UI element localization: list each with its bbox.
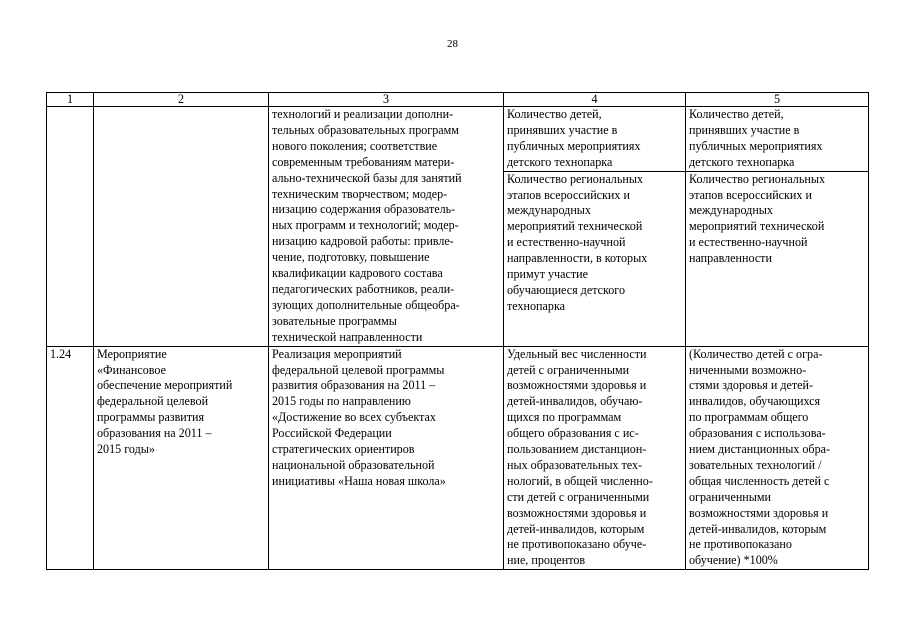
text-line: нологий, в общей численно- — [507, 473, 653, 488]
text-line: детей с ограниченными — [507, 362, 630, 377]
text-line: возможностями здоровья и — [507, 378, 647, 393]
text-line: примут участие — [507, 267, 588, 282]
text-line: Реализация мероприятий — [272, 346, 402, 361]
text-line: Количество детей, — [507, 107, 602, 121]
text-line: Мероприятие — [97, 346, 167, 361]
header-col-3: 3 — [269, 93, 504, 107]
text-line: общая численность детей с — [689, 473, 830, 488]
text-line: Количество региональных — [507, 171, 643, 186]
text-line: «Достижение во всех субъектах — [272, 410, 436, 425]
text-line: зовательных технологий / — [689, 457, 822, 472]
text-line: по программам общего — [689, 410, 809, 425]
cell-description — [269, 107, 504, 347]
document-table — [46, 92, 869, 570]
text-line: Количество региональных — [689, 171, 825, 186]
indicator-regional-stages — [504, 171, 685, 315]
formula-regional-stages — [686, 171, 868, 267]
text-line: 2015 годы по направлению — [272, 394, 411, 409]
cell-num-empty — [47, 107, 94, 347]
text-line: зовательные программы — [272, 313, 397, 328]
text-line: ных программ и технологий; модер- — [272, 218, 459, 233]
text-line: обеспечение мероприятий — [97, 378, 233, 393]
cell-description — [269, 346, 504, 570]
text-line: (Количество детей с огра- — [689, 346, 823, 361]
indicator-lines — [507, 347, 682, 570]
text-line: обучение) *100% — [689, 553, 778, 568]
text-line: детского технопарка — [689, 154, 795, 169]
text-line: пользованием дистанцион- — [507, 442, 647, 457]
text-line: этапов всероссийских и — [507, 187, 630, 202]
text-line: тельных образовательных программ — [272, 122, 459, 137]
formula-children-count — [686, 107, 868, 171]
text-line: щихся по программам — [507, 410, 622, 425]
text-line: технологий и реализации дополни- — [272, 107, 454, 121]
text-line: программы развития — [97, 410, 205, 425]
text-line: и естественно-научной — [507, 235, 626, 250]
text-line: принявших участие в — [689, 122, 800, 137]
text-line: ние, процентов — [507, 553, 586, 568]
text-line: нового поколения; соответствие — [272, 138, 438, 153]
text-line: и естественно-научной — [689, 235, 808, 250]
cell-formula — [686, 346, 869, 570]
event-lines — [97, 347, 265, 458]
text-line: развития образования на 2011 – — [272, 378, 436, 393]
text-line: мероприятий технической — [689, 219, 825, 234]
text-line: технической направленности — [272, 329, 423, 344]
cell-formula — [686, 107, 869, 347]
text-line: детей-инвалидов, которым — [689, 521, 827, 536]
text-line: Количество детей, — [689, 107, 784, 121]
description-lines — [272, 347, 500, 490]
header-col-1: 1 — [47, 93, 94, 107]
text-line: сти детей с ограниченными — [507, 489, 650, 504]
text-line: международных — [689, 203, 773, 218]
text-line: направленности — [689, 251, 772, 266]
text-line: принявших участие в — [507, 122, 618, 137]
text-line: возможностями здоровья и — [507, 505, 647, 520]
table-row-1-24 — [47, 346, 869, 570]
text-line: современным требованиям матери- — [272, 154, 455, 169]
formula-lines — [689, 347, 865, 570]
text-line: этапов всероссийских и — [689, 187, 812, 202]
text-line: 2015 годы» — [97, 442, 155, 457]
text-line: ограниченными — [689, 489, 772, 504]
header-row — [47, 93, 869, 107]
text-line: инициативы «Наша новая школа» — [272, 473, 446, 488]
cell-event-empty — [94, 107, 269, 347]
text-line: международных — [507, 203, 591, 218]
text-line: федеральной целевой программы — [272, 362, 445, 377]
text-line: ных образовательных тех- — [507, 457, 643, 472]
text-line: чение, подготовку, повышение — [272, 250, 430, 265]
text-line: возможностями здоровья и — [689, 505, 829, 520]
text-line: техническим творчеством; модер- — [272, 186, 448, 201]
text-line: Удельный вес численности — [507, 346, 647, 361]
text-line: направленности, в которых — [507, 251, 648, 266]
text-line: ально-технической базы для занятий — [272, 170, 462, 185]
text-line: образования на 2011 – — [97, 426, 212, 441]
text-line: стями здоровья и детей- — [689, 378, 814, 393]
indicator-children-count — [504, 107, 685, 171]
text-line: общего образования с ис- — [507, 426, 639, 441]
text-line: образования с использова- — [689, 426, 826, 441]
text-line: детей-инвалидов, обучаю- — [507, 394, 643, 409]
text-line: Российской Федерации — [272, 426, 392, 441]
text-line: мероприятий технической — [507, 219, 643, 234]
text-line: национальной образовательной — [272, 457, 435, 472]
text-line: «Финансовое — [97, 362, 166, 377]
text-line: зующих дополнительные общеобра- — [272, 297, 460, 312]
page-number: 28 — [447, 38, 458, 50]
text-line: низацию содержания образователь- — [272, 202, 456, 217]
description-lines — [272, 107, 500, 346]
cell-num: 1.24 — [47, 346, 94, 570]
text-line: ниченными возможно- — [689, 362, 807, 377]
text-line: инвалидов, обучающихся — [689, 394, 821, 409]
text-line: стратегических ориентиров — [272, 442, 415, 457]
text-line: не противопоказано — [689, 537, 792, 552]
cell-indicator — [504, 346, 686, 570]
cell-event — [94, 346, 269, 570]
header-col-2: 2 — [94, 93, 269, 107]
text-line: детского технопарка — [507, 154, 613, 169]
text-line: нием дистанционных обра- — [689, 442, 831, 457]
text-line: публичных мероприятиях — [507, 138, 641, 153]
table-row-continuation — [47, 107, 869, 347]
header-col-4: 4 — [504, 93, 686, 107]
header-col-5: 5 — [686, 93, 869, 107]
cell-indicator — [504, 107, 686, 347]
text-line: публичных мероприятиях — [689, 138, 823, 153]
text-line: квалификации кадрового состава — [272, 266, 443, 281]
text-line: детей-инвалидов, которым — [507, 521, 645, 536]
text-line: педагогических работников, реали- — [272, 281, 455, 296]
text-line: низацию кадровой работы: привле- — [272, 234, 454, 249]
text-line: обучающиеся детского — [507, 282, 626, 297]
text-line: технопарка — [507, 298, 566, 313]
text-line: не противопоказано обуче- — [507, 537, 647, 552]
text-line: федеральной целевой — [97, 394, 209, 409]
